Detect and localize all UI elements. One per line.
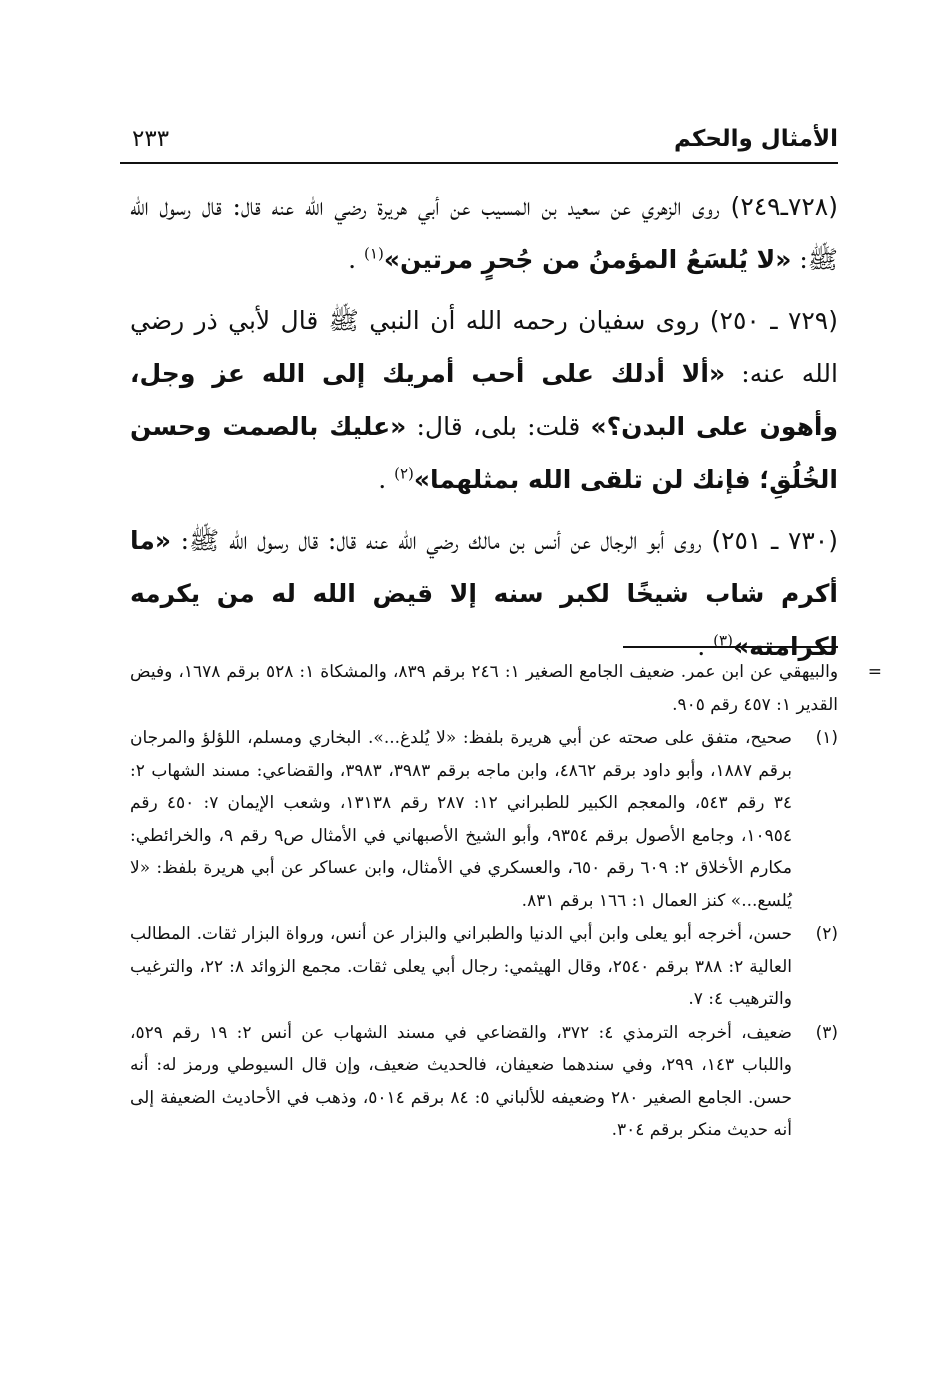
footnote-continuation <box>130 656 882 721</box>
footnote-divider <box>623 646 838 648</box>
footnote-item <box>130 722 838 917</box>
footnote-ref[interactable]: (٢) <box>394 464 414 483</box>
hadith-end: . <box>378 465 395 494</box>
footnote-text: ضعيف، أخرجه الترمذي ٤: ٣٧٢، والقضاعي في مسند الشهاب عن أنس ٢: ١٩ رقم ٥٢٩، واللباب ١٤٣، ٢٩٩، وفي سندهما ضعيفان، فالحديث ضعيف، وإن قال السيوطي ورمز له: أنه حسن. الجامع الصغير ٢٨٠ وضعيفه للألباني ٥: ٨٤ برقم ٥٠١٤، وذهب في الأحاديث الضعيفة إلى أنه حديث منكر برقم ٣٠٤. <box>130 1022 792 1140</box>
hadith-quote: «لا يُلسَعُ المؤمنُ من جُحرٍ مرتين» <box>383 245 792 274</box>
hadith-entry <box>130 294 838 506</box>
hadith-quote-2: «عليك بالصمت وحسن الخُلُقِ؛ فإنك لن تلقى الله بمثلهما» <box>130 412 838 494</box>
footnote-ref[interactable]: (٣) <box>713 631 733 650</box>
hadith-end: . <box>697 632 714 661</box>
hadith-narration: روى الزهري عن سعيد بن المسيب عن أبي هريرة رضي الله عنه قال: قال رسول الله ﷺ: <box>130 192 838 274</box>
page-header <box>120 118 838 164</box>
footnote-text: صحيح، متفق على صحته عن أبي هريرة بلفظ: «لا يُلدغ...». البخاري ومسلم، اللؤلؤ والمرجان برقم ١٨٨٧، وأبو داود برقم ٤٨٦٢، وابن ماجه برقم ٣٩٨٣، ٣٩٨٣، والقضاعي: مسند الشهاب ٢: ٣٤ رقم ٥٤٣، والمعجم الكبير للطبراني ١٢: ٢٨٧ رقم ١٣١٣٨، وشعب الإيمان ٧: ٤٥٠ رقم ١٠٩٥٤، وجامع الأصول برقم ٩٣٥٤، وأبو الشيخ الأصبهاني في الأمثال ص٩ رقم ٩، والخرائطي: مكارم الأخلاق ٢: ٦٠٩ رقم ٦٥٠، والعسكري في الأمثال، وابن عساكر عن أبي هريرة بلفظ: «لا يُلسع...» كنز العمال ١: ١٦٦ برقم ٨٣١. <box>130 728 792 911</box>
hadith-end: . <box>348 245 365 274</box>
footnote-ref[interactable]: (١) <box>364 244 384 263</box>
hadith-quote: «ما أكرم شاب شيخًا لكبر سنه إلا قيض الله له من يكرمه لكرامته» <box>130 526 838 661</box>
hadith-number: (٧٣٠ ـ ٢٥١) <box>711 526 839 555</box>
footnote-mark: (٣) <box>815 1022 838 1043</box>
main-text <box>130 180 838 681</box>
hadith-number: (٧٢٨ـ٢٤٩) <box>730 192 838 221</box>
footnotes <box>130 656 882 1148</box>
page-number: ٢٣٣ <box>132 126 170 152</box>
running-title: الأمثال والحكم <box>673 126 838 152</box>
footnote-text: والبيهقي عن ابن عمر. ضعيف الجامع الصغير ١: ٢٤٦ برقم ٨٣٩، والمشكاة ١: ٥٢٨ برقم ١٦٧٨، وفيض القدير ١: ٤٥٧ رقم ٩٠٥. <box>130 662 839 715</box>
hadith-quote: «ألا أدلك على أحب أمريك إلى الله عز وجل، وأهون على البدن؟» <box>130 359 839 441</box>
footnote-mark: (١) <box>815 728 838 748</box>
continuation-mark: = <box>867 662 882 682</box>
hadith-narration: روى سفيان رحمه الله أن النبي ﷺ قال لأبي ذر رضي الله عنه: <box>130 306 838 388</box>
hadith-narration-middle: قلت: بلى، قال: <box>406 412 591 441</box>
footnote-text: حسن، أخرجه أبو يعلى وابن أبي الدنيا والطبراني والبزار عن أنس، ورواة البزار ثقات. المطالب العالية ٢: ٣٨٨ برقم ٢٥٤٠، وقال الهيثمي: رجال أبي يعلى ثقات. مجمع الزوائد ٨: ٢٢، والترغيب والترهيب ٤: ٧. <box>130 924 792 1009</box>
hadith-narration: روى أبو الرجال عن أنس بن مالك رضي الله عنه قال: قال رسول الله ﷺ: <box>171 526 712 555</box>
hadith-entry <box>130 180 838 286</box>
hadith-entry <box>130 514 838 673</box>
footnote-item <box>130 1017 838 1147</box>
footnote-mark: (٢) <box>815 924 838 944</box>
footnote-item <box>130 918 838 1016</box>
hadith-number: (٧٢٩ ـ ٢٥٠) <box>709 306 838 335</box>
